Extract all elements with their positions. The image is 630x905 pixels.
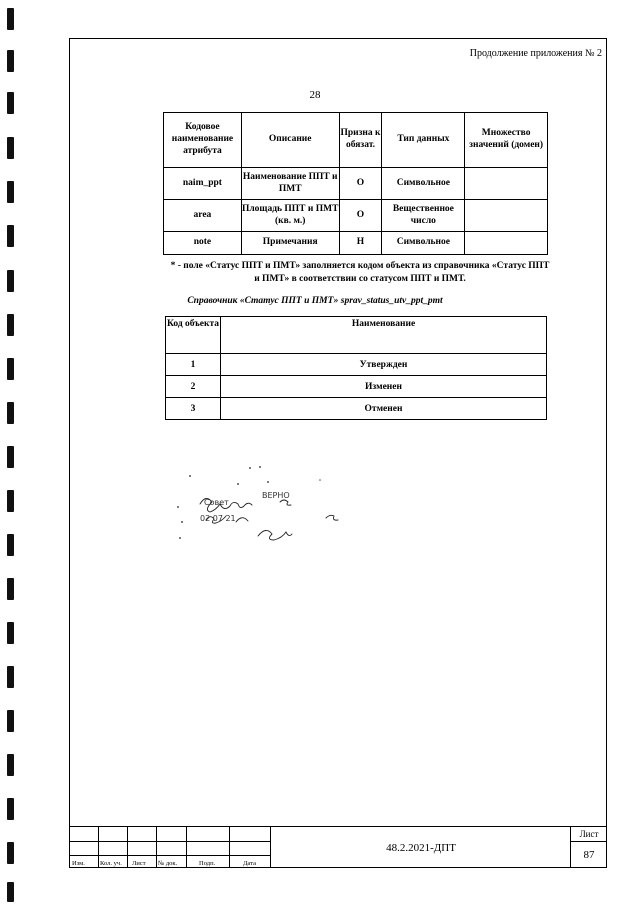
binding-mark <box>7 314 14 336</box>
column-label: № док. <box>158 860 178 867</box>
table-row <box>166 398 547 420</box>
footnote: * - поле «Статус ППТ и ПМТ» заполняется кодом объекта из справочника «Статус ППТ и ПМТ» в соответствии со статусом ППТ и ПМТ. <box>170 261 550 284</box>
binding-mark <box>7 798 14 820</box>
binding-mark <box>7 358 14 380</box>
binding-mark <box>7 622 14 644</box>
table-row <box>166 354 547 376</box>
attribute-mandatory: О <box>339 168 382 200</box>
column-header: Множество значений (домен) <box>465 113 548 168</box>
attribute-type: Символьное <box>382 232 465 255</box>
attribute-description: Примечания <box>241 232 339 255</box>
binding-mark <box>7 578 14 600</box>
attribute-description: Площадь ППТ и ПМТ (кв. м.) <box>241 200 339 232</box>
column-header: Наименование <box>221 317 547 354</box>
table-header-row <box>166 317 547 354</box>
document-code-text: 48.2.2021-ДПТ <box>386 841 456 854</box>
status-name: Утвержден <box>221 354 547 376</box>
column-header: Призна к обязат. <box>339 113 382 168</box>
column-header: Описание <box>241 113 339 168</box>
revision-grid <box>69 827 270 868</box>
signature-scribble <box>170 462 370 552</box>
document-code <box>270 827 571 868</box>
binding-mark <box>7 181 14 203</box>
binding-mark <box>7 534 14 556</box>
attribute-type: Вещественное число <box>382 200 465 232</box>
table-row <box>166 376 547 398</box>
attribute-mandatory: Н <box>339 232 382 255</box>
column-label: Подп. <box>199 860 216 867</box>
binding-mark <box>7 710 14 732</box>
binding-mark <box>7 8 14 30</box>
binding-mark <box>7 446 14 468</box>
appendix-note: Продолжение приложения № 2 <box>469 48 602 59</box>
column-header: Кодовое наименование атрибута <box>164 113 242 168</box>
attribute-code: naim_ppt <box>164 168 242 200</box>
binding-mark <box>7 882 14 902</box>
status-reference-table <box>165 316 547 420</box>
attribute-domain <box>465 200 548 232</box>
column-label: Дата <box>243 860 256 867</box>
column-header: Код объекта <box>166 317 221 354</box>
binding-mark <box>7 666 14 688</box>
sheet-box <box>570 827 607 868</box>
table-row <box>164 200 548 232</box>
column-label: Изм. <box>72 860 85 867</box>
status-name: Изменен <box>221 376 547 398</box>
binding-mark <box>7 754 14 776</box>
stamp-line: ВЕРНО <box>262 491 290 500</box>
table-row <box>164 232 548 255</box>
attribute-description: Наименование ППТ и ПМТ <box>241 168 339 200</box>
binding-mark <box>7 50 14 72</box>
attribute-domain <box>465 168 548 200</box>
column-header: Тип данных <box>382 113 465 168</box>
binding-mark <box>7 270 14 292</box>
attributes-table <box>163 112 548 255</box>
binding-mark <box>7 490 14 512</box>
sheet-number: 87 <box>583 849 595 861</box>
binding-mark <box>7 225 14 247</box>
binding-mark <box>7 402 14 424</box>
status-code: 3 <box>166 398 221 420</box>
table-row <box>164 168 548 200</box>
table-header-row <box>164 113 548 168</box>
binding-mark <box>7 137 14 159</box>
stamp-line: 02 07 21 <box>200 514 236 523</box>
column-label: Лист <box>132 860 146 867</box>
attribute-code: area <box>164 200 242 232</box>
title-block <box>69 826 607 868</box>
status-code: 1 <box>166 354 221 376</box>
attribute-type: Символьное <box>382 168 465 200</box>
page-number: 28 <box>309 89 321 101</box>
sheet-label: Лист <box>571 827 607 842</box>
binding-mark <box>7 842 14 864</box>
attribute-mandatory: О <box>339 200 382 232</box>
status-code: 2 <box>166 376 221 398</box>
status-name: Отменен <box>221 398 547 420</box>
attribute-code: note <box>164 232 242 255</box>
stamp-line: Совет <box>204 498 229 507</box>
attribute-domain <box>465 232 548 255</box>
column-label: Кол. уч. <box>100 860 122 867</box>
reference-caption: Справочник «Статус ППТ и ПМТ» sprav_status_utv_ppt_pmt <box>187 296 443 306</box>
